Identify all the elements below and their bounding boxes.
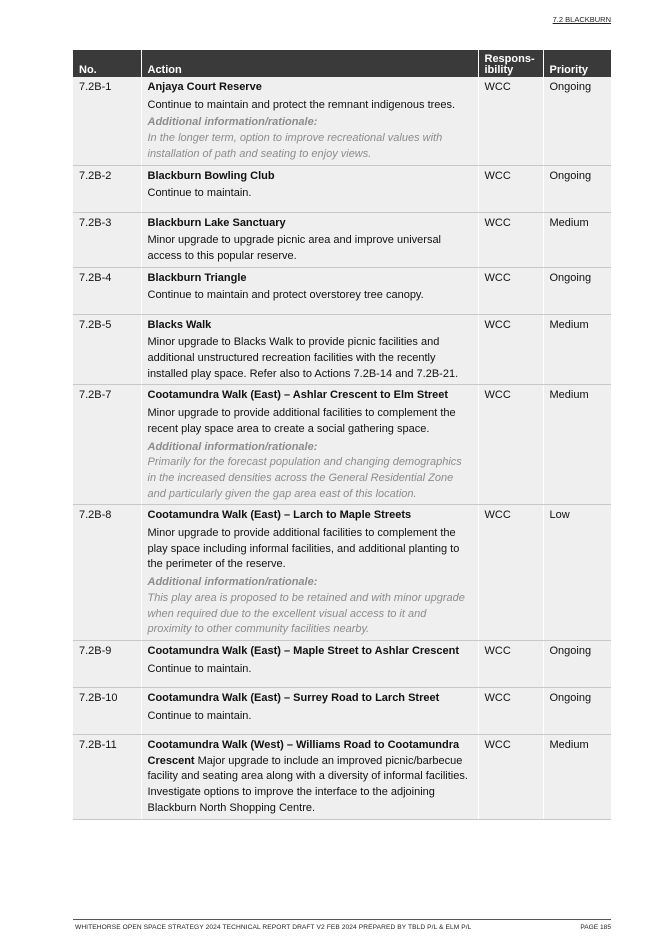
column-header-no: No. — [73, 50, 141, 77]
table-row — [73, 385, 611, 505]
row-responsibility: WCC — [478, 77, 543, 165]
row-responsibility: WCC — [478, 734, 543, 819]
additional-text: In the longer term, option to improve recreational values with installation of path and seating to enjoy views. — [147, 132, 443, 160]
table-row — [73, 640, 611, 687]
row-number: 7.2B-8 — [73, 505, 141, 641]
row-priority: Ongoing — [543, 267, 611, 314]
row-responsibility: WCC — [478, 267, 543, 314]
row-action — [141, 640, 478, 687]
row-priority: Medium — [543, 212, 611, 267]
action-title: Cootamundra Walk (East) – Larch to Maple Streets — [147, 509, 412, 522]
row-priority: Low — [543, 505, 611, 641]
responsibility-header-label: Respons- ibility — [484, 53, 535, 76]
row-number: 7.2B-10 — [73, 687, 141, 734]
table-header-row — [73, 50, 611, 77]
column-header-action: Action — [141, 50, 478, 77]
row-responsibility: WCC — [478, 687, 543, 734]
row-action — [141, 505, 478, 641]
actions-table — [73, 50, 611, 820]
row-responsibility: WCC — [478, 212, 543, 267]
footer-divider — [73, 919, 611, 920]
section-header: 7.2 BLACKBURN — [552, 15, 611, 24]
table-row — [73, 687, 611, 734]
row-priority: Medium — [543, 385, 611, 505]
action-text: Minor upgrade to upgrade picnic area and improve universal access to this popular reserve. — [147, 234, 442, 262]
row-action — [141, 687, 478, 734]
additional-heading: Additional information/rationale: — [147, 576, 318, 589]
row-number: 7.2B-9 — [73, 640, 141, 687]
footer-page-number: PAGE 185 — [580, 924, 611, 931]
row-number: 7.2B-2 — [73, 165, 141, 212]
row-priority: Ongoing — [543, 640, 611, 687]
additional-text: This play area is proposed to be retained and with minor upgrade when required due to the excellent visual access to it and proximity to other community facilities nearby. — [147, 591, 465, 636]
row-number: 7.2B-7 — [73, 385, 141, 505]
row-action — [141, 385, 478, 505]
action-title: Cootamundra Walk (East) – Ashlar Crescent to Elm Street — [147, 389, 449, 402]
column-header-responsibility — [478, 50, 543, 77]
row-number: 7.2B-3 — [73, 212, 141, 267]
table-row — [73, 267, 611, 314]
action-text: Continue to maintain. — [147, 187, 252, 200]
row-action — [141, 314, 478, 385]
table-row — [73, 314, 611, 385]
action-text: Minor upgrade to provide additional facilities to complement the recent play space area to create a social gathering space. — [147, 407, 456, 435]
action-title: Cootamundra Walk (East) – Maple Street to Ashlar Crescent — [147, 644, 460, 657]
row-priority: Ongoing — [543, 687, 611, 734]
action-title: Blacks Walk — [147, 318, 212, 331]
row-action — [141, 212, 478, 267]
row-priority: Medium — [543, 734, 611, 819]
additional-heading: Additional information/rationale: — [147, 116, 318, 129]
action-title: Cootamundra Walk (East) – Surrey Road to Larch Street — [147, 691, 440, 704]
action-title: Blackburn Triangle — [147, 271, 247, 284]
row-action — [141, 267, 478, 314]
row-action — [141, 734, 478, 819]
additional-text: Primarily for the forecast population and changing demographics in the increased densities across the General Residential Zone and particularly given the gap area east of this location. — [147, 456, 462, 500]
column-header-priority: Priority — [543, 50, 611, 77]
action-text: Continue to maintain. — [147, 662, 252, 675]
row-priority: Ongoing — [543, 77, 611, 165]
action-text: Major upgrade to include an improved picnic/barbecue facility and seating area along with a diversity of informal facilities. Investigate options to improve the interface to the adjoining Blackburn North Shopping Centre. — [147, 754, 468, 814]
action-text: Continue to maintain. — [147, 709, 252, 722]
row-number: 7.2B-4 — [73, 267, 141, 314]
table-row — [73, 734, 611, 819]
action-title: Blackburn Lake Sanctuary — [147, 216, 286, 229]
action-title: Anjaya Court Reserve — [147, 81, 262, 93]
row-responsibility: WCC — [478, 640, 543, 687]
action-text: Continue to maintain and protect overstorey tree canopy. — [147, 289, 424, 302]
additional-heading: Additional information/rationale: — [147, 440, 318, 453]
row-action — [141, 165, 478, 212]
footer-report-info: WHITEHORSE OPEN SPACE STRATEGY 2024 TECHNICAL REPORT DRAFT V2 FEB 2024 PREPARED BY TBLD P/L & ELM P/L — [75, 924, 472, 931]
table-row — [73, 212, 611, 267]
action-text: Continue to maintain and protect the remnant indigenous trees. — [147, 98, 456, 111]
row-responsibility: WCC — [478, 505, 543, 641]
row-priority: Medium — [543, 314, 611, 385]
row-responsibility: WCC — [478, 385, 543, 505]
row-responsibility: WCC — [478, 165, 543, 212]
row-number: 7.2B-5 — [73, 314, 141, 385]
action-text: Minor upgrade to provide additional facilities to complement the play space including informal facilities, and additional planting to the perimeter of the reserve. — [147, 527, 460, 571]
row-number: 7.2B-11 — [73, 734, 141, 819]
row-number: 7.2B-1 — [73, 77, 141, 165]
row-priority: Ongoing — [543, 165, 611, 212]
table-row — [73, 505, 611, 641]
action-text: Minor upgrade to Blacks Walk to provide picnic facilities and additional unstructured recreation facilities with the recently installed play space. Refer also to Actions 7.2B-14 and 7.2B-21. — [147, 336, 459, 380]
action-title: Cootamundra Walk (West) – Williams Road to Cootamundra Crescent — [147, 738, 460, 767]
row-action — [141, 77, 478, 165]
table-row — [73, 165, 611, 212]
action-title: Blackburn Bowling Club — [147, 169, 275, 182]
row-responsibility: WCC — [478, 314, 543, 385]
table-row — [73, 77, 611, 165]
